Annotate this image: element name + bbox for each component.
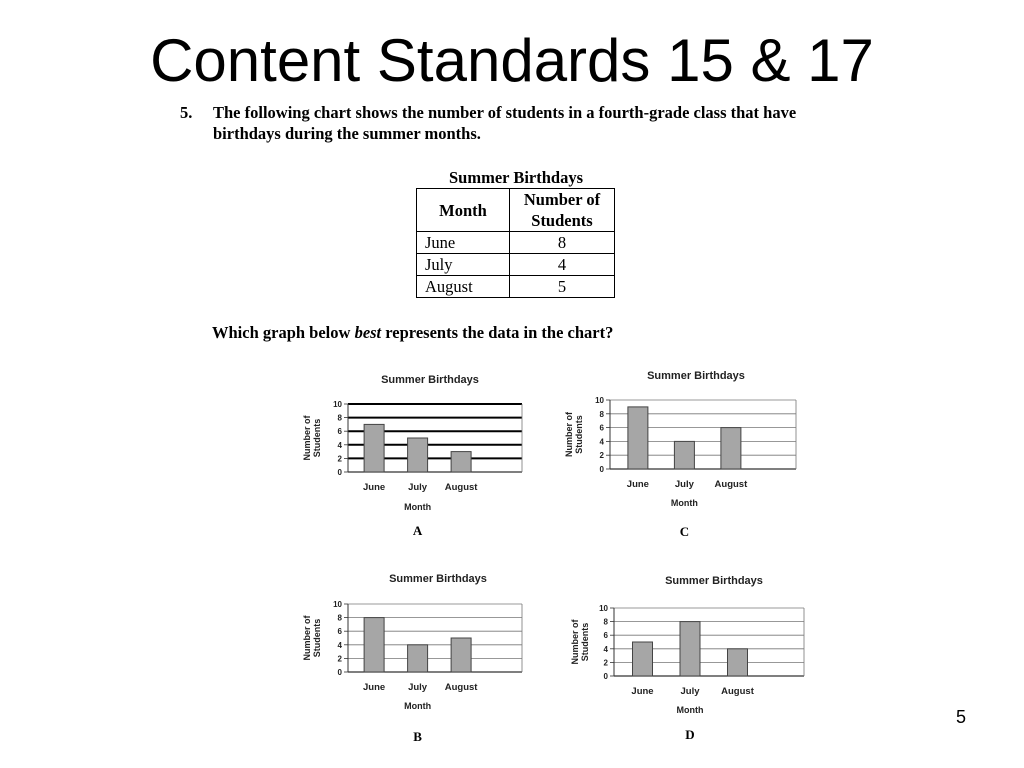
x-category-label: August <box>444 682 478 693</box>
bar-june <box>628 407 648 469</box>
y-axis-label-line: Students <box>574 415 584 454</box>
data-table <box>416 188 615 298</box>
bar-august <box>721 428 741 469</box>
answer-letter: A <box>412 523 423 538</box>
y-tick-label: 2 <box>337 654 342 664</box>
x-axis-label: Month <box>670 498 698 508</box>
y-axis-label <box>564 411 584 457</box>
y-axis-label-line: Students <box>312 618 322 658</box>
slide-title: Content Standards 15 & 17 <box>150 27 874 94</box>
answer-letter: C <box>679 524 690 539</box>
bar-june <box>633 642 653 676</box>
table-cell-month: August <box>417 276 510 298</box>
y-tick-label: 8 <box>603 617 608 627</box>
y-axis-label <box>302 414 322 460</box>
x-axis-label: Month <box>676 705 704 715</box>
y-tick-label: 6 <box>337 427 342 437</box>
y-tick-label: 2 <box>337 454 342 464</box>
y-tick-label: 2 <box>599 451 604 461</box>
x-category-label: July <box>674 479 694 490</box>
y-tick-label: 10 <box>595 396 604 405</box>
bar-chart-a <box>296 368 536 540</box>
y-tick-label: 0 <box>337 468 342 477</box>
bar-july <box>680 622 700 676</box>
chart-title: Summer Birthdays <box>381 374 479 386</box>
table-title: Summer Birthdays <box>449 168 583 187</box>
y-axis-label <box>570 618 590 664</box>
y-tick-label: 8 <box>337 413 342 423</box>
x-category-label: June <box>626 479 649 490</box>
prompt-before: Which graph below <box>212 323 355 342</box>
y-axis-label-line: Number of <box>302 415 312 461</box>
y-tick-label: 2 <box>603 658 608 668</box>
x-category-label: July <box>408 682 428 693</box>
y-tick-label: 0 <box>599 465 604 474</box>
bar-june <box>364 424 384 472</box>
x-category-label: August <box>714 479 748 490</box>
x-category-label: June <box>363 682 386 693</box>
x-axis-label: Month <box>404 701 432 711</box>
table-cell-students: 4 <box>510 254 615 276</box>
x-category-label: June <box>631 686 654 697</box>
bar-july <box>408 645 428 672</box>
chart-title: Summer Birthdays <box>647 370 745 382</box>
y-tick-label: 8 <box>337 613 342 623</box>
y-tick-label: 4 <box>603 644 608 654</box>
bar-july <box>674 441 694 469</box>
bar-august <box>451 638 471 672</box>
x-category-label: August <box>444 482 478 493</box>
y-tick-label: 0 <box>603 672 608 681</box>
table-header-row <box>417 189 615 232</box>
question-prompt <box>212 323 613 343</box>
x-category-label: July <box>680 686 700 697</box>
bar-june <box>364 618 384 672</box>
question-number: 5. <box>180 103 193 122</box>
y-tick-label: 10 <box>333 400 342 409</box>
chart-title: Summer Birthdays <box>665 575 763 587</box>
bar-chart-c <box>558 364 808 542</box>
bar-chart-d <box>566 570 816 746</box>
page-number: 5 <box>955 707 966 727</box>
table-row <box>417 276 615 298</box>
y-tick-label: 10 <box>599 604 608 613</box>
y-tick-label: 6 <box>337 627 342 637</box>
x-axis-label: Month <box>404 502 432 512</box>
y-tick-label: 8 <box>599 409 604 419</box>
y-tick-label: 6 <box>599 423 604 433</box>
bar-july <box>408 438 428 472</box>
y-axis-label <box>302 614 322 660</box>
x-category-label: July <box>408 482 428 493</box>
question-text: The following chart shows the number of students in a fourth-grade class that have birthdays during the summer months. <box>213 103 797 143</box>
table-cell-students: 8 <box>510 232 615 254</box>
y-tick-label: 6 <box>603 631 608 641</box>
x-category-label: August <box>721 686 754 697</box>
table-row <box>417 254 615 276</box>
answer-letter: B <box>413 729 422 744</box>
prompt-emphasis: best <box>354 323 382 342</box>
table-header-students: Number of Students <box>510 189 615 232</box>
prompt-after: represents the data in the chart? <box>381 323 614 342</box>
y-axis-label-line: Students <box>580 622 590 662</box>
bar-august <box>728 649 748 676</box>
table-cell-students: 5 <box>510 276 615 298</box>
bar-august <box>451 452 471 472</box>
y-axis-label-line: Number of <box>564 412 574 457</box>
y-tick-label: 0 <box>337 668 342 677</box>
chart-title: Summer Birthdays <box>389 573 487 585</box>
y-axis-label-line: Number of <box>570 619 580 665</box>
x-category-label: June <box>363 482 386 493</box>
answer-letter: D <box>685 727 695 742</box>
y-tick-label: 10 <box>333 600 342 609</box>
table-header-month: Month <box>417 189 510 232</box>
y-tick-label: 4 <box>599 437 604 447</box>
table-cell-month: June <box>417 232 510 254</box>
y-axis-label-line: Number of <box>302 615 312 661</box>
y-tick-label: 4 <box>337 640 342 650</box>
y-axis-label-line: Students <box>312 418 322 458</box>
y-tick-label: 4 <box>337 440 342 450</box>
table-row <box>417 232 615 254</box>
table-cell-month: July <box>417 254 510 276</box>
bar-chart-b <box>296 568 536 746</box>
